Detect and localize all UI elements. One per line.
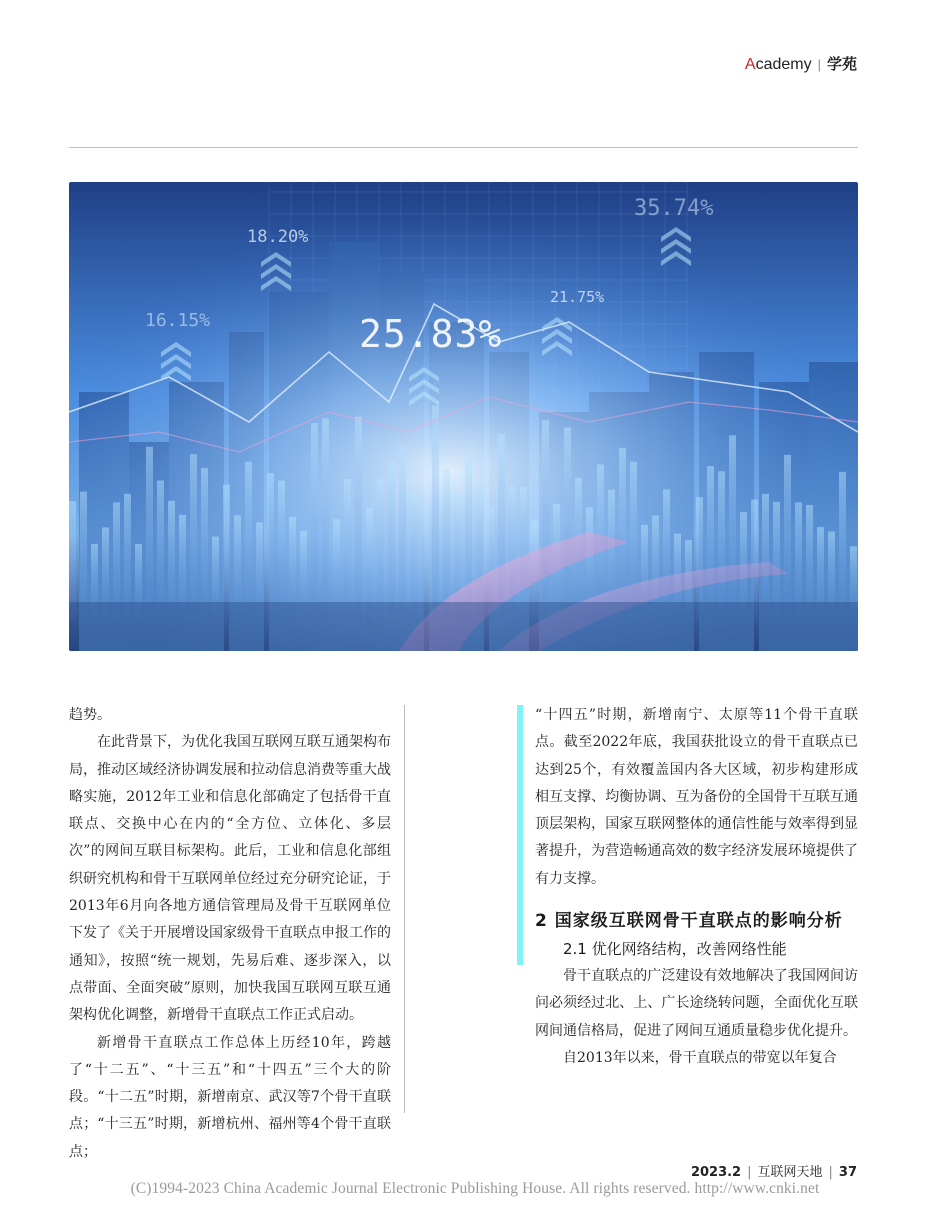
hero-bar — [146, 447, 153, 622]
hero-image — [69, 182, 858, 651]
hero-bar — [311, 423, 318, 622]
paragraph: 趋势。 — [69, 707, 111, 723]
issue-number: 2023.2 — [690, 1165, 742, 1180]
accent-bar — [517, 705, 523, 965]
paragraph: “十四五”时期，新增南宁、太原等11个骨干直联点。截至2022年底，我国获批设立的骨干直联点已达到25个，有效覆盖国内各大区域，初步构建形成相互支撑、均衡协调、互为备份的全国骨干互联互通顶层架构，国家互联网整体的通信性能与效率得到显著提升，为营造畅通高效的数字经济发展环境提供了有力支撑。 — [535, 707, 858, 887]
journal-name: 互联网天地 — [757, 1165, 823, 1180]
hero-bar — [190, 454, 197, 622]
hero-bar — [322, 418, 329, 622]
hero-bar — [718, 471, 725, 622]
hero-percent-label-3: 21.75% — [550, 288, 605, 306]
brand-section-name: 学苑 — [826, 55, 857, 73]
hero-bar — [399, 446, 406, 622]
hero-percent-label-2: 16.15% — [145, 310, 211, 331]
hero-bar — [388, 462, 395, 622]
hero-bar — [267, 473, 274, 622]
brand-separator: | — [817, 57, 821, 72]
paragraph: 新增骨干直联点工作总体上历经10年，跨越了“十二五”、“十三五”和“十四五”三个大的阶段。“十二五”时期，新增南京、武汉等7个骨干直联点；“十三五”时期，新增杭州、福州等4个骨干直联点； — [69, 1034, 391, 1160]
paragraph: 自2013年以来，骨干直联点的带宽以年复合 — [563, 1049, 837, 1066]
hero-bar — [157, 480, 164, 622]
paragraph: 在此背景下，为优化我国互联网互联互通架构布局，推动区域经济协调发展和拉动信息消费等重大战略实施，2012年工业和信息化部确定了包括骨干直联点、交换中心在内的“全方位、立体化、多层次”的网间互联目标架构。此后，工业和信息化部组织研究机构和骨干互联网单位经过充分研究论证，于2013年6月向各地方通信管理局及骨干互联网单位下发了《关于开展增设国家级骨干直联点申报工作的通知》，按照“统一规划，先易后难、逐步深入，以点带面、全面突破”原则，加快我国互联网互联互通架构优化调整，新增骨干直联点工作正式启动。 — [69, 734, 391, 1024]
hero-bar — [377, 479, 384, 622]
hero-bar — [784, 455, 791, 622]
brand-name: cademy — [755, 56, 812, 73]
hero-bar — [223, 485, 230, 622]
hero-bar — [839, 472, 846, 622]
hero-bar — [564, 427, 571, 622]
left-text-column — [69, 702, 391, 1166]
hero-bar — [432, 405, 439, 622]
column-divider — [404, 705, 405, 1113]
brand-initial: A — [744, 56, 756, 73]
hero-bar — [201, 468, 208, 622]
hero-bar — [729, 435, 736, 622]
hero-bar — [344, 479, 351, 622]
copyright-notice: (C)1994-2023 China Academic Journal Electronic Publishing House. All rights reserved. http://www.cnki.net — [130, 1180, 820, 1197]
hero-bar — [355, 417, 362, 622]
subsection-title: 2.1 优化网络结构，改善网络性能 — [563, 940, 787, 959]
hero-bar — [509, 486, 516, 622]
hero-main-percent: 25.83% — [359, 312, 503, 356]
journal-brand — [745, 53, 857, 74]
hero-bar — [245, 462, 252, 622]
section-title: 2 国家级互联网骨干直联点的影响分析 — [535, 911, 843, 932]
hero-percent-label-4: 35.74% — [634, 196, 714, 221]
hero-bar — [278, 481, 285, 622]
hero-bar — [542, 420, 549, 622]
page-footer — [691, 1161, 857, 1180]
footer-separator: | — [747, 1165, 752, 1180]
hero-percent-label-1: 18.20% — [247, 227, 309, 247]
paragraph: 骨干直联点的广泛建设有效地解决了我国网间访问必须经过北、上、广长途绕转问题，全面优化互联网间通信格局，促进了网间互通质量稳步优化提升。 — [535, 968, 858, 1039]
right-text-column — [535, 702, 858, 1072]
header-rule — [69, 147, 858, 148]
footer-separator: | — [828, 1165, 833, 1180]
hero-bar — [707, 466, 714, 622]
page-number: 37 — [838, 1165, 857, 1180]
